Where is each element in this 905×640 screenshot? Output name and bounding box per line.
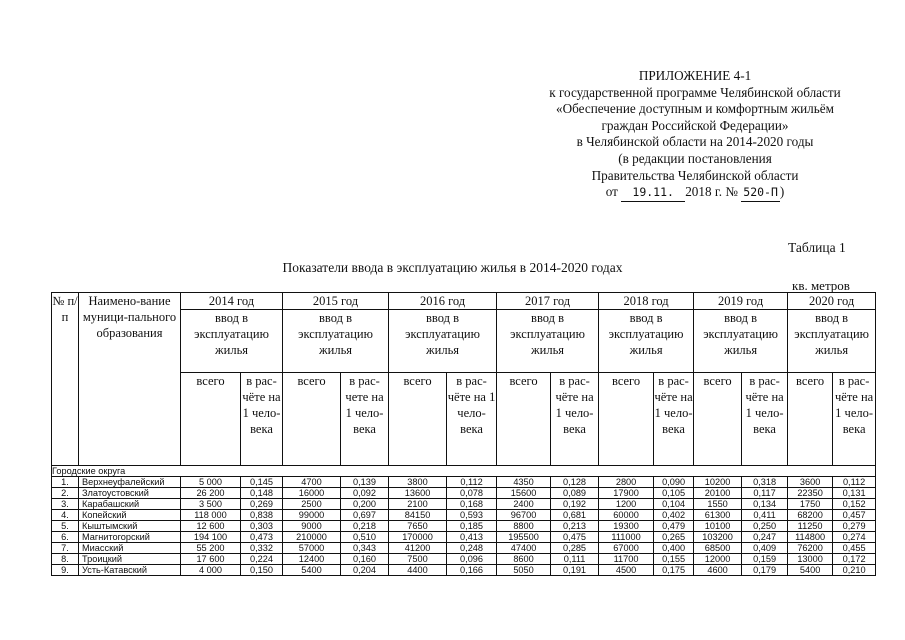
value-per-capita: 0,318 <box>742 477 788 488</box>
value-total: 11250 <box>788 521 833 532</box>
value-total: 55 200 <box>181 543 241 554</box>
row-number: 6. <box>52 532 79 543</box>
col-header-total: всего <box>497 373 551 466</box>
value-per-capita: 0,155 <box>654 554 694 565</box>
value-per-capita: 0,111 <box>551 554 599 565</box>
value-total: 8600 <box>497 554 551 565</box>
value-total: 118 000 <box>181 510 241 521</box>
value-per-capita: 0,332 <box>241 543 283 554</box>
value-per-capita: 0,139 <box>341 477 389 488</box>
value-per-capita: 0,213 <box>551 521 599 532</box>
date-suffix: 2018 г. № <box>685 184 738 200</box>
col-header-per-capita: в рас-чёте на 1 чело-века <box>654 373 694 466</box>
table-row <box>52 510 876 521</box>
value-total: 4500 <box>599 565 654 576</box>
municipality-name: Кыштымский <box>79 521 181 532</box>
value-per-capita: 0,078 <box>447 488 497 499</box>
municipality-name: Троицкий <box>79 554 181 565</box>
value-per-capita: 0,089 <box>551 488 599 499</box>
municipality-name: Миасский <box>79 543 181 554</box>
col-header-total: всего <box>788 373 833 466</box>
municipality-name: Копейский <box>79 510 181 521</box>
value-per-capita: 0,409 <box>742 543 788 554</box>
value-total: 4 000 <box>181 565 241 576</box>
value-per-capita: 0,510 <box>341 532 389 543</box>
value-total: 68200 <box>788 510 833 521</box>
table-row <box>52 477 876 488</box>
value-total: 7650 <box>389 521 447 532</box>
col-header-total: всего <box>283 373 341 466</box>
value-per-capita: 0,248 <box>447 543 497 554</box>
value-per-capita: 0,090 <box>654 477 694 488</box>
col-header-vvod: ввод в эксплуатацию жилья <box>181 310 283 373</box>
value-total: 4350 <box>497 477 551 488</box>
value-total: 9000 <box>283 521 341 532</box>
value-total: 68500 <box>694 543 742 554</box>
value-per-capita: 0,343 <box>341 543 389 554</box>
value-total: 12000 <box>694 554 742 565</box>
col-header-year: 2014 год <box>181 293 283 310</box>
col-header-total: всего <box>181 373 241 466</box>
value-per-capita: 0,160 <box>341 554 389 565</box>
value-total: 17 600 <box>181 554 241 565</box>
col-header-vvod: ввод в эксплуатацию жилья <box>497 310 599 373</box>
value-per-capita: 0,265 <box>654 532 694 543</box>
value-per-capita: 0,134 <box>742 499 788 510</box>
col-header-total: всего <box>599 373 654 466</box>
value-per-capita: 0,457 <box>833 510 876 521</box>
value-per-capita: 0,247 <box>742 532 788 543</box>
date-prefix: от <box>605 184 618 200</box>
col-header-year: 2017 год <box>497 293 599 310</box>
value-per-capita: 0,175 <box>654 565 694 576</box>
value-total: 2100 <box>389 499 447 510</box>
value-total: 11700 <box>599 554 654 565</box>
value-per-capita: 0,105 <box>654 488 694 499</box>
value-per-capita: 0,112 <box>833 477 876 488</box>
col-header-year: 2020 год <box>788 293 876 310</box>
municipality-name: Карабашский <box>79 499 181 510</box>
value-per-capita: 0,455 <box>833 543 876 554</box>
value-per-capita: 0,303 <box>241 521 283 532</box>
value-total: 4700 <box>283 477 341 488</box>
col-header-year: 2019 год <box>694 293 788 310</box>
value-per-capita: 0,279 <box>833 521 876 532</box>
date-value: 19.11. <box>621 184 685 202</box>
value-total: 17900 <box>599 488 654 499</box>
municipality-name: Усть-Катавский <box>79 565 181 576</box>
appendix-line-3: «Обеспечение доступным и комфортным жильём <box>556 101 834 117</box>
value-total: 22350 <box>788 488 833 499</box>
value-total: 96700 <box>497 510 551 521</box>
value-total: 19300 <box>599 521 654 532</box>
col-header-total: всего <box>389 373 447 466</box>
value-total: 8800 <box>497 521 551 532</box>
value-per-capita: 0,185 <box>447 521 497 532</box>
value-total: 7500 <box>389 554 447 565</box>
col-header-per-capita: в рас-чёте на 1 чело-века <box>833 373 876 466</box>
value-per-capita: 0,250 <box>742 521 788 532</box>
row-number: 7. <box>52 543 79 554</box>
table-row <box>52 488 876 499</box>
value-per-capita: 0,150 <box>241 565 283 576</box>
col-header-name: Наимено-вание муници-пального образования <box>79 293 181 466</box>
col-header-per-capita: в рас-чёте на 1 чело-века <box>551 373 599 466</box>
col-header-year: 2016 год <box>389 293 497 310</box>
value-total: 13600 <box>389 488 447 499</box>
value-total: 170000 <box>389 532 447 543</box>
value-total: 3600 <box>788 477 833 488</box>
value-total: 20100 <box>694 488 742 499</box>
decree-number: 520-П <box>741 184 780 202</box>
row-number: 5. <box>52 521 79 532</box>
value-per-capita: 0,131 <box>833 488 876 499</box>
value-total: 111000 <box>599 532 654 543</box>
appendix-header <box>520 68 870 202</box>
value-total: 60000 <box>599 510 654 521</box>
value-per-capita: 0,104 <box>654 499 694 510</box>
value-per-capita: 0,192 <box>551 499 599 510</box>
appendix-line-7: Правительства Челябинской области <box>591 167 799 183</box>
value-total: 3800 <box>389 477 447 488</box>
value-per-capita: 0,413 <box>447 532 497 543</box>
value-per-capita: 0,166 <box>447 565 497 576</box>
appendix-date-line <box>520 184 870 202</box>
value-per-capita: 0,285 <box>551 543 599 554</box>
col-header-per-capita: в рас-чёте на 1 чело-века <box>241 373 283 466</box>
value-per-capita: 0,475 <box>551 532 599 543</box>
value-total: 1200 <box>599 499 654 510</box>
col-header-vvod: ввод в эксплуатацию жилья <box>788 310 876 373</box>
row-number: 8. <box>52 554 79 565</box>
value-per-capita: 0,200 <box>341 499 389 510</box>
table-row <box>52 499 876 510</box>
value-total: 4400 <box>389 565 447 576</box>
appendix-line-2: к государственной программе Челябинской области <box>549 84 841 100</box>
value-total: 3 500 <box>181 499 241 510</box>
group-label: Городские округа <box>52 466 876 477</box>
col-header-year: 2018 год <box>599 293 694 310</box>
col-header-vvod: ввод в эксплуатацию жилья <box>694 310 788 373</box>
appendix-line-6: (в редакции постановления <box>618 150 772 166</box>
row-number: 1. <box>52 477 79 488</box>
value-total: 195500 <box>497 532 551 543</box>
table-title: Показатели ввода в эксплуатацию жилья в 2014-2020 годах <box>282 260 623 275</box>
table-row <box>52 521 876 532</box>
value-per-capita: 0,112 <box>447 477 497 488</box>
table-row <box>52 543 876 554</box>
value-per-capita: 0,168 <box>447 499 497 510</box>
col-header-per-capita: в рас-чёте на 1 чело-века <box>447 373 497 466</box>
value-total: 5050 <box>497 565 551 576</box>
municipality-name: Магнитогорский <box>79 532 181 543</box>
value-total: 4600 <box>694 565 742 576</box>
value-total: 13000 <box>788 554 833 565</box>
decree-suffix: ) <box>779 184 785 200</box>
housing-table <box>51 292 876 576</box>
municipality-name: Златоустовский <box>79 488 181 499</box>
col-header-per-capita: в рас-чете на 1 чело-века <box>341 373 389 466</box>
value-total: 47400 <box>497 543 551 554</box>
value-per-capita: 0,096 <box>447 554 497 565</box>
col-header-num: № п/п <box>52 293 79 466</box>
row-number: 4. <box>52 510 79 521</box>
value-total: 41200 <box>389 543 447 554</box>
value-per-capita: 0,697 <box>341 510 389 521</box>
value-total: 1750 <box>788 499 833 510</box>
value-total: 5400 <box>788 565 833 576</box>
col-header-year: 2015 год <box>283 293 389 310</box>
value-per-capita: 0,224 <box>241 554 283 565</box>
value-per-capita: 0,128 <box>551 477 599 488</box>
value-per-capita: 0,269 <box>241 499 283 510</box>
table-number: Таблица 1 <box>788 240 846 255</box>
table-row <box>52 532 876 543</box>
value-total: 2800 <box>599 477 654 488</box>
value-per-capita: 0,411 <box>742 510 788 521</box>
col-header-vvod: ввод в эксплуатацию жилья <box>599 310 694 373</box>
value-per-capita: 0,172 <box>833 554 876 565</box>
value-total: 67000 <box>599 543 654 554</box>
value-per-capita: 0,274 <box>833 532 876 543</box>
value-total: 5 000 <box>181 477 241 488</box>
value-total: 103200 <box>694 532 742 543</box>
value-per-capita: 0,838 <box>241 510 283 521</box>
row-number: 2. <box>52 488 79 499</box>
value-per-capita: 0,148 <box>241 488 283 499</box>
value-per-capita: 0,152 <box>833 499 876 510</box>
value-per-capita: 0,479 <box>654 521 694 532</box>
row-number: 3. <box>52 499 79 510</box>
value-total: 194 100 <box>181 532 241 543</box>
value-per-capita: 0,092 <box>341 488 389 499</box>
value-total: 2400 <box>497 499 551 510</box>
value-total: 15600 <box>497 488 551 499</box>
value-total: 12 600 <box>181 521 241 532</box>
value-per-capita: 0,681 <box>551 510 599 521</box>
value-total: 84150 <box>389 510 447 521</box>
appendix-title: ПРИЛОЖЕНИЕ 4-1 <box>638 68 752 83</box>
municipality-name: Верхнеуфалейский <box>79 477 181 488</box>
value-per-capita: 0,204 <box>341 565 389 576</box>
value-per-capita: 0,117 <box>742 488 788 499</box>
value-total: 76200 <box>788 543 833 554</box>
value-total: 5400 <box>283 565 341 576</box>
col-header-per-capita: в рас-чёте на 1 чело-века <box>742 373 788 466</box>
row-number: 9. <box>52 565 79 576</box>
value-per-capita: 0,593 <box>447 510 497 521</box>
units-label: кв. метров <box>792 278 850 293</box>
value-total: 99000 <box>283 510 341 521</box>
value-per-capita: 0,210 <box>833 565 876 576</box>
value-total: 57000 <box>283 543 341 554</box>
col-header-vvod: ввод в эксплуатацию жилья <box>389 310 497 373</box>
value-per-capita: 0,218 <box>341 521 389 532</box>
value-per-capita: 0,191 <box>551 565 599 576</box>
value-total: 12400 <box>283 554 341 565</box>
value-total: 10200 <box>694 477 742 488</box>
value-total: 210000 <box>283 532 341 543</box>
value-per-capita: 0,400 <box>654 543 694 554</box>
value-per-capita: 0,145 <box>241 477 283 488</box>
value-total: 1550 <box>694 499 742 510</box>
col-header-total: всего <box>694 373 742 466</box>
value-per-capita: 0,159 <box>742 554 788 565</box>
table-row <box>52 554 876 565</box>
value-per-capita: 0,402 <box>654 510 694 521</box>
value-total: 26 200 <box>181 488 241 499</box>
value-per-capita: 0,473 <box>241 532 283 543</box>
appendix-line-5: в Челябинской области на 2014-2020 годы <box>576 134 814 150</box>
value-per-capita: 0,179 <box>742 565 788 576</box>
value-total: 114800 <box>788 532 833 543</box>
appendix-line-4: граждан Российской Федерации» <box>601 117 789 133</box>
col-header-vvod: ввод в эксплуатацию жилья <box>283 310 389 373</box>
value-total: 2500 <box>283 499 341 510</box>
value-total: 10100 <box>694 521 742 532</box>
value-total: 61300 <box>694 510 742 521</box>
value-total: 16000 <box>283 488 341 499</box>
table-row <box>52 565 876 576</box>
